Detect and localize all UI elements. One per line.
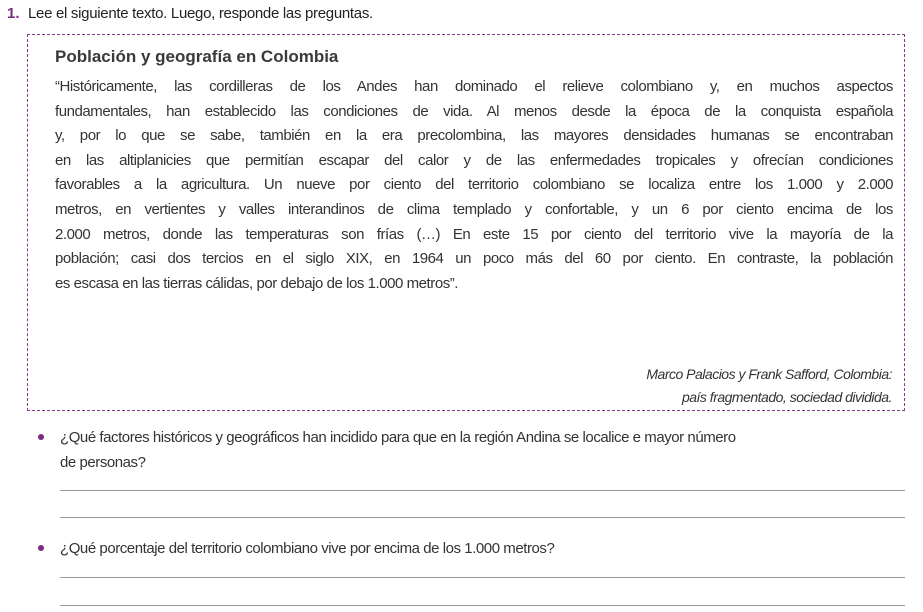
- reading-box: [27, 34, 905, 411]
- reading-title: Población y geografía en Colombia: [55, 47, 339, 66]
- attribution: [646, 363, 892, 409]
- paragraph-line: metros, en vertientes y valles interandinos de clima templado y confortable, y un 6 por ciento encima de los: [55, 200, 893, 218]
- question-line: ¿Qué porcentaje del territorio colombiano vive por encima de los 1.000 metros?: [60, 540, 555, 557]
- question-text: [60, 536, 905, 561]
- paragraph-line: 2.000 metros, donde las temperaturas son frías (…) En este 15 por ciento del territorio vive la mayoría de la: [55, 225, 893, 243]
- bullet-icon: [38, 434, 44, 440]
- question-line: ¿Qué factores históricos y geográficos han incidido para que en la región Andina se localice e mayor número: [60, 429, 736, 446]
- paragraph-line: “Históricamente, las cordilleras de los Andes han dominado el relieve colombiano y, en muchos aspectos: [55, 78, 893, 95]
- paragraph-line: es escasa en las tierras cálidas, por debajo de los 1.000 metros”.: [55, 274, 459, 292]
- answer-line[interactable]: [60, 605, 905, 606]
- paragraph-line: en las altiplanicies que permitían escapar del calor y de las enfermedades tropicales y ofrecían condiciones: [55, 151, 893, 169]
- question-line: de personas?: [60, 454, 146, 471]
- exercise-instruction: Lee el siguiente texto. Luego, responde las preguntas.: [28, 5, 373, 22]
- attribution-line: país fragmentado, sociedad dividida.: [681, 389, 892, 405]
- attribution-line: Marco Palacios y Frank Safford, Colombia:: [646, 366, 892, 382]
- paragraph-line: favorables a la agricultura. Un nueve por ciento del territorio colombiano se localiza entre los 1.000 y 2.000: [55, 176, 893, 194]
- answer-line[interactable]: [60, 517, 905, 518]
- paragraph-line: y, por lo que se sabe, también en la era precolombina, las mayores densidades humanas se encontraban: [55, 127, 893, 145]
- exercise-number: 1.: [7, 5, 20, 22]
- paragraph-line: población; casi dos tercios en el siglo XIX, en 1964 un poco más del 60 por ciento. En contraste, la población: [55, 250, 893, 268]
- bullet-icon: [38, 545, 44, 551]
- paragraph-line: fundamentales, han establecido las condiciones de vida. Al menos desde la época de la conquista española: [55, 102, 893, 120]
- question-text: [60, 425, 905, 475]
- reading-paragraph: [55, 75, 893, 296]
- answer-line[interactable]: [60, 577, 905, 578]
- answer-line[interactable]: [60, 490, 905, 491]
